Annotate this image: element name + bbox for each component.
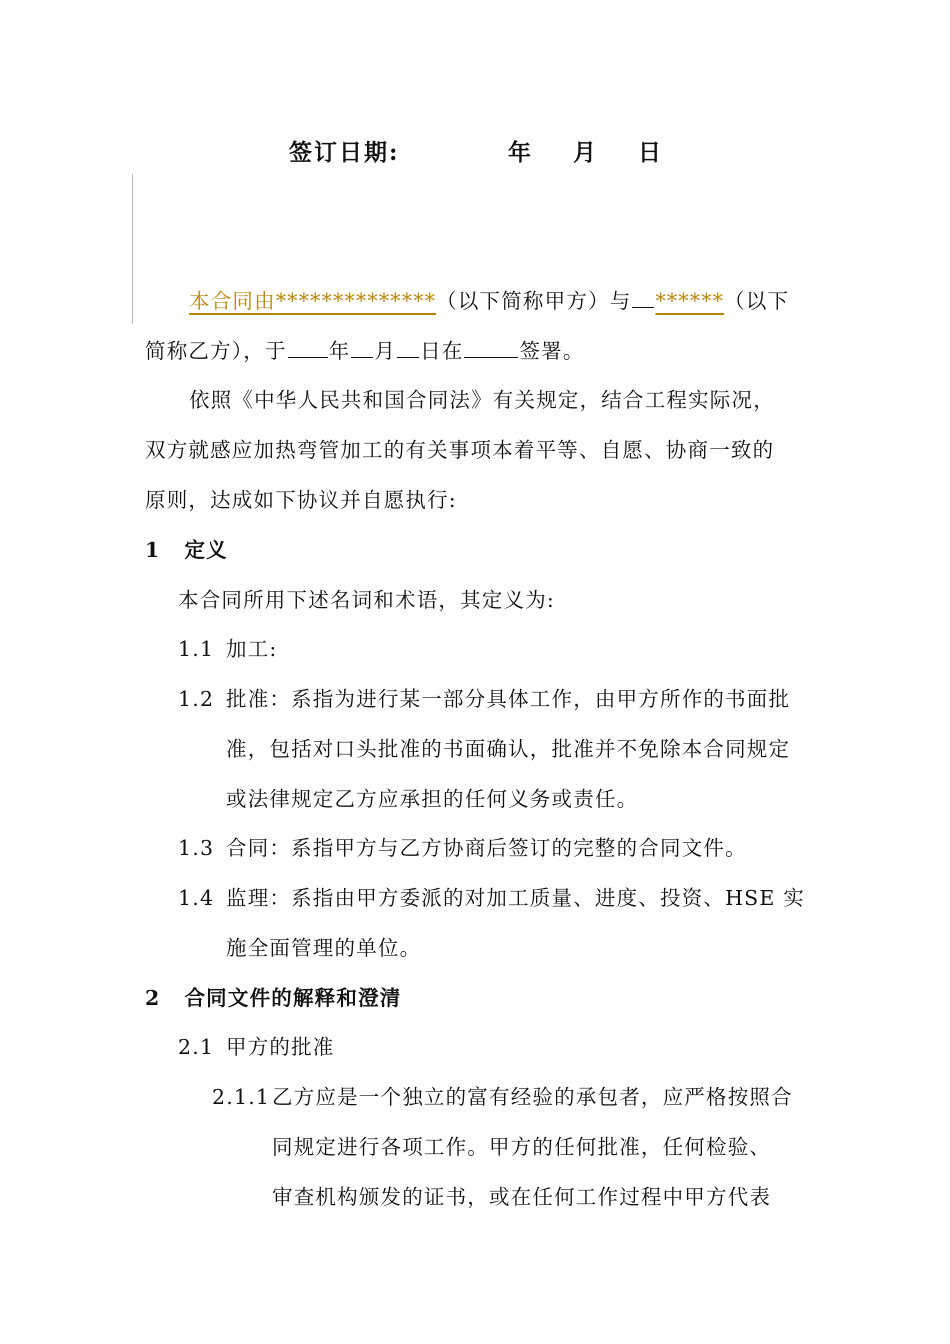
clause-1-2-number: 1.2 bbox=[178, 687, 215, 711]
party-a-placeholder: ************** bbox=[275, 289, 437, 313]
clause-1-1 bbox=[178, 634, 278, 664]
clause-1-4-number: 1.4 bbox=[178, 886, 215, 910]
clause-1-2-line-2: 准，包括对口头批准的书面确认，批准并不免除本合同规定 bbox=[226, 737, 791, 761]
intro-prefix: 本合同由 bbox=[189, 289, 276, 313]
clause-2-1-text: 甲方的批准 bbox=[226, 1035, 335, 1059]
signing-date-day: 日 bbox=[638, 139, 663, 166]
intro-year: 年 bbox=[328, 339, 351, 363]
section-1-heading bbox=[145, 535, 228, 565]
clause-2-1-1-text-1: 乙方应是一个独立的富有经验的承包者，应严格按照合 bbox=[272, 1085, 793, 1109]
party-a-note: （以下简称甲方）与 bbox=[436, 289, 632, 313]
intro-line-2 bbox=[145, 335, 585, 366]
signing-date-month: 月 bbox=[573, 139, 598, 166]
signing-date-year: 年 bbox=[508, 139, 533, 166]
month-blank bbox=[351, 335, 373, 358]
basis-line-1: 依照《中华人民共和国合同法》有关规定，结合工程实际况， bbox=[189, 388, 775, 412]
intro-signed: 签署。 bbox=[519, 339, 585, 363]
clause-2-1-1-line-1 bbox=[212, 1082, 793, 1112]
intro-line-1 bbox=[189, 285, 789, 316]
clause-2-1-1-line-3: 审查机构颁发的证书，或在任何工作过程中甲方代表 bbox=[272, 1185, 772, 1209]
year-blank bbox=[288, 335, 328, 358]
clause-1-2-line-1 bbox=[178, 684, 790, 714]
clause-1-3-text: 合同：系指甲方与乙方协商后签订的完整的合同文件。 bbox=[226, 836, 747, 860]
clause-1-2-text-1: 批准：系指为进行某一部分具体工作，由甲方所作的书面批 bbox=[226, 687, 791, 711]
clause-1-4-text-1: 监理：系指由甲方委派的对加工质量、进度、投资、HSE 实 bbox=[226, 886, 806, 910]
margin-bar bbox=[132, 174, 133, 324]
day-blank bbox=[397, 335, 419, 358]
basis-line-3: 原则，达成如下协议并自愿执行: bbox=[145, 488, 457, 512]
clause-1-1-number: 1.1 bbox=[178, 637, 215, 661]
intro-day-at: 日在 bbox=[420, 339, 464, 363]
clause-1-3-number: 1.3 bbox=[178, 836, 215, 860]
clause-1-2-line-3: 或法律规定乙方应承担的任何义务或责任。 bbox=[226, 787, 639, 811]
clause-1-1-text: 加工: bbox=[226, 637, 278, 661]
clause-2-1-number: 2.1 bbox=[178, 1035, 215, 1059]
intro-month: 月 bbox=[374, 339, 397, 363]
clause-2-1-1-number: 2.1.1 bbox=[212, 1085, 271, 1109]
section-1-title: 定义 bbox=[184, 538, 228, 562]
place-blank bbox=[464, 335, 518, 358]
section-2-number: 2 bbox=[145, 986, 161, 1010]
section-2-heading bbox=[145, 983, 401, 1013]
party-b-note: （以下 bbox=[724, 289, 790, 313]
basis-line-2: 双方就感应加热弯管加工的有关事项本着平等、自愿、协商一致的 bbox=[145, 438, 775, 462]
signing-date-label: 签订日期: bbox=[289, 139, 400, 166]
clause-1-4-line-1 bbox=[178, 883, 805, 913]
clause-1-3 bbox=[178, 833, 747, 863]
section-1-number: 1 bbox=[145, 538, 161, 562]
clause-2-1-1-line-2: 同规定进行各项工作。甲方的任何批准，任何检验、 bbox=[272, 1135, 772, 1159]
section-2-title: 合同文件的解释和澄清 bbox=[184, 986, 402, 1010]
party-b-placeholder: ****** bbox=[655, 289, 725, 313]
party-b-underscore bbox=[632, 285, 654, 308]
clause-1-4-line-2: 施全面管理的单位。 bbox=[226, 936, 422, 960]
section-1-intro: 本合同所用下述名词和术语，其定义为: bbox=[178, 588, 556, 612]
intro-line2-prefix: 简称乙方），于 bbox=[145, 339, 287, 363]
clause-2-1 bbox=[178, 1032, 335, 1062]
